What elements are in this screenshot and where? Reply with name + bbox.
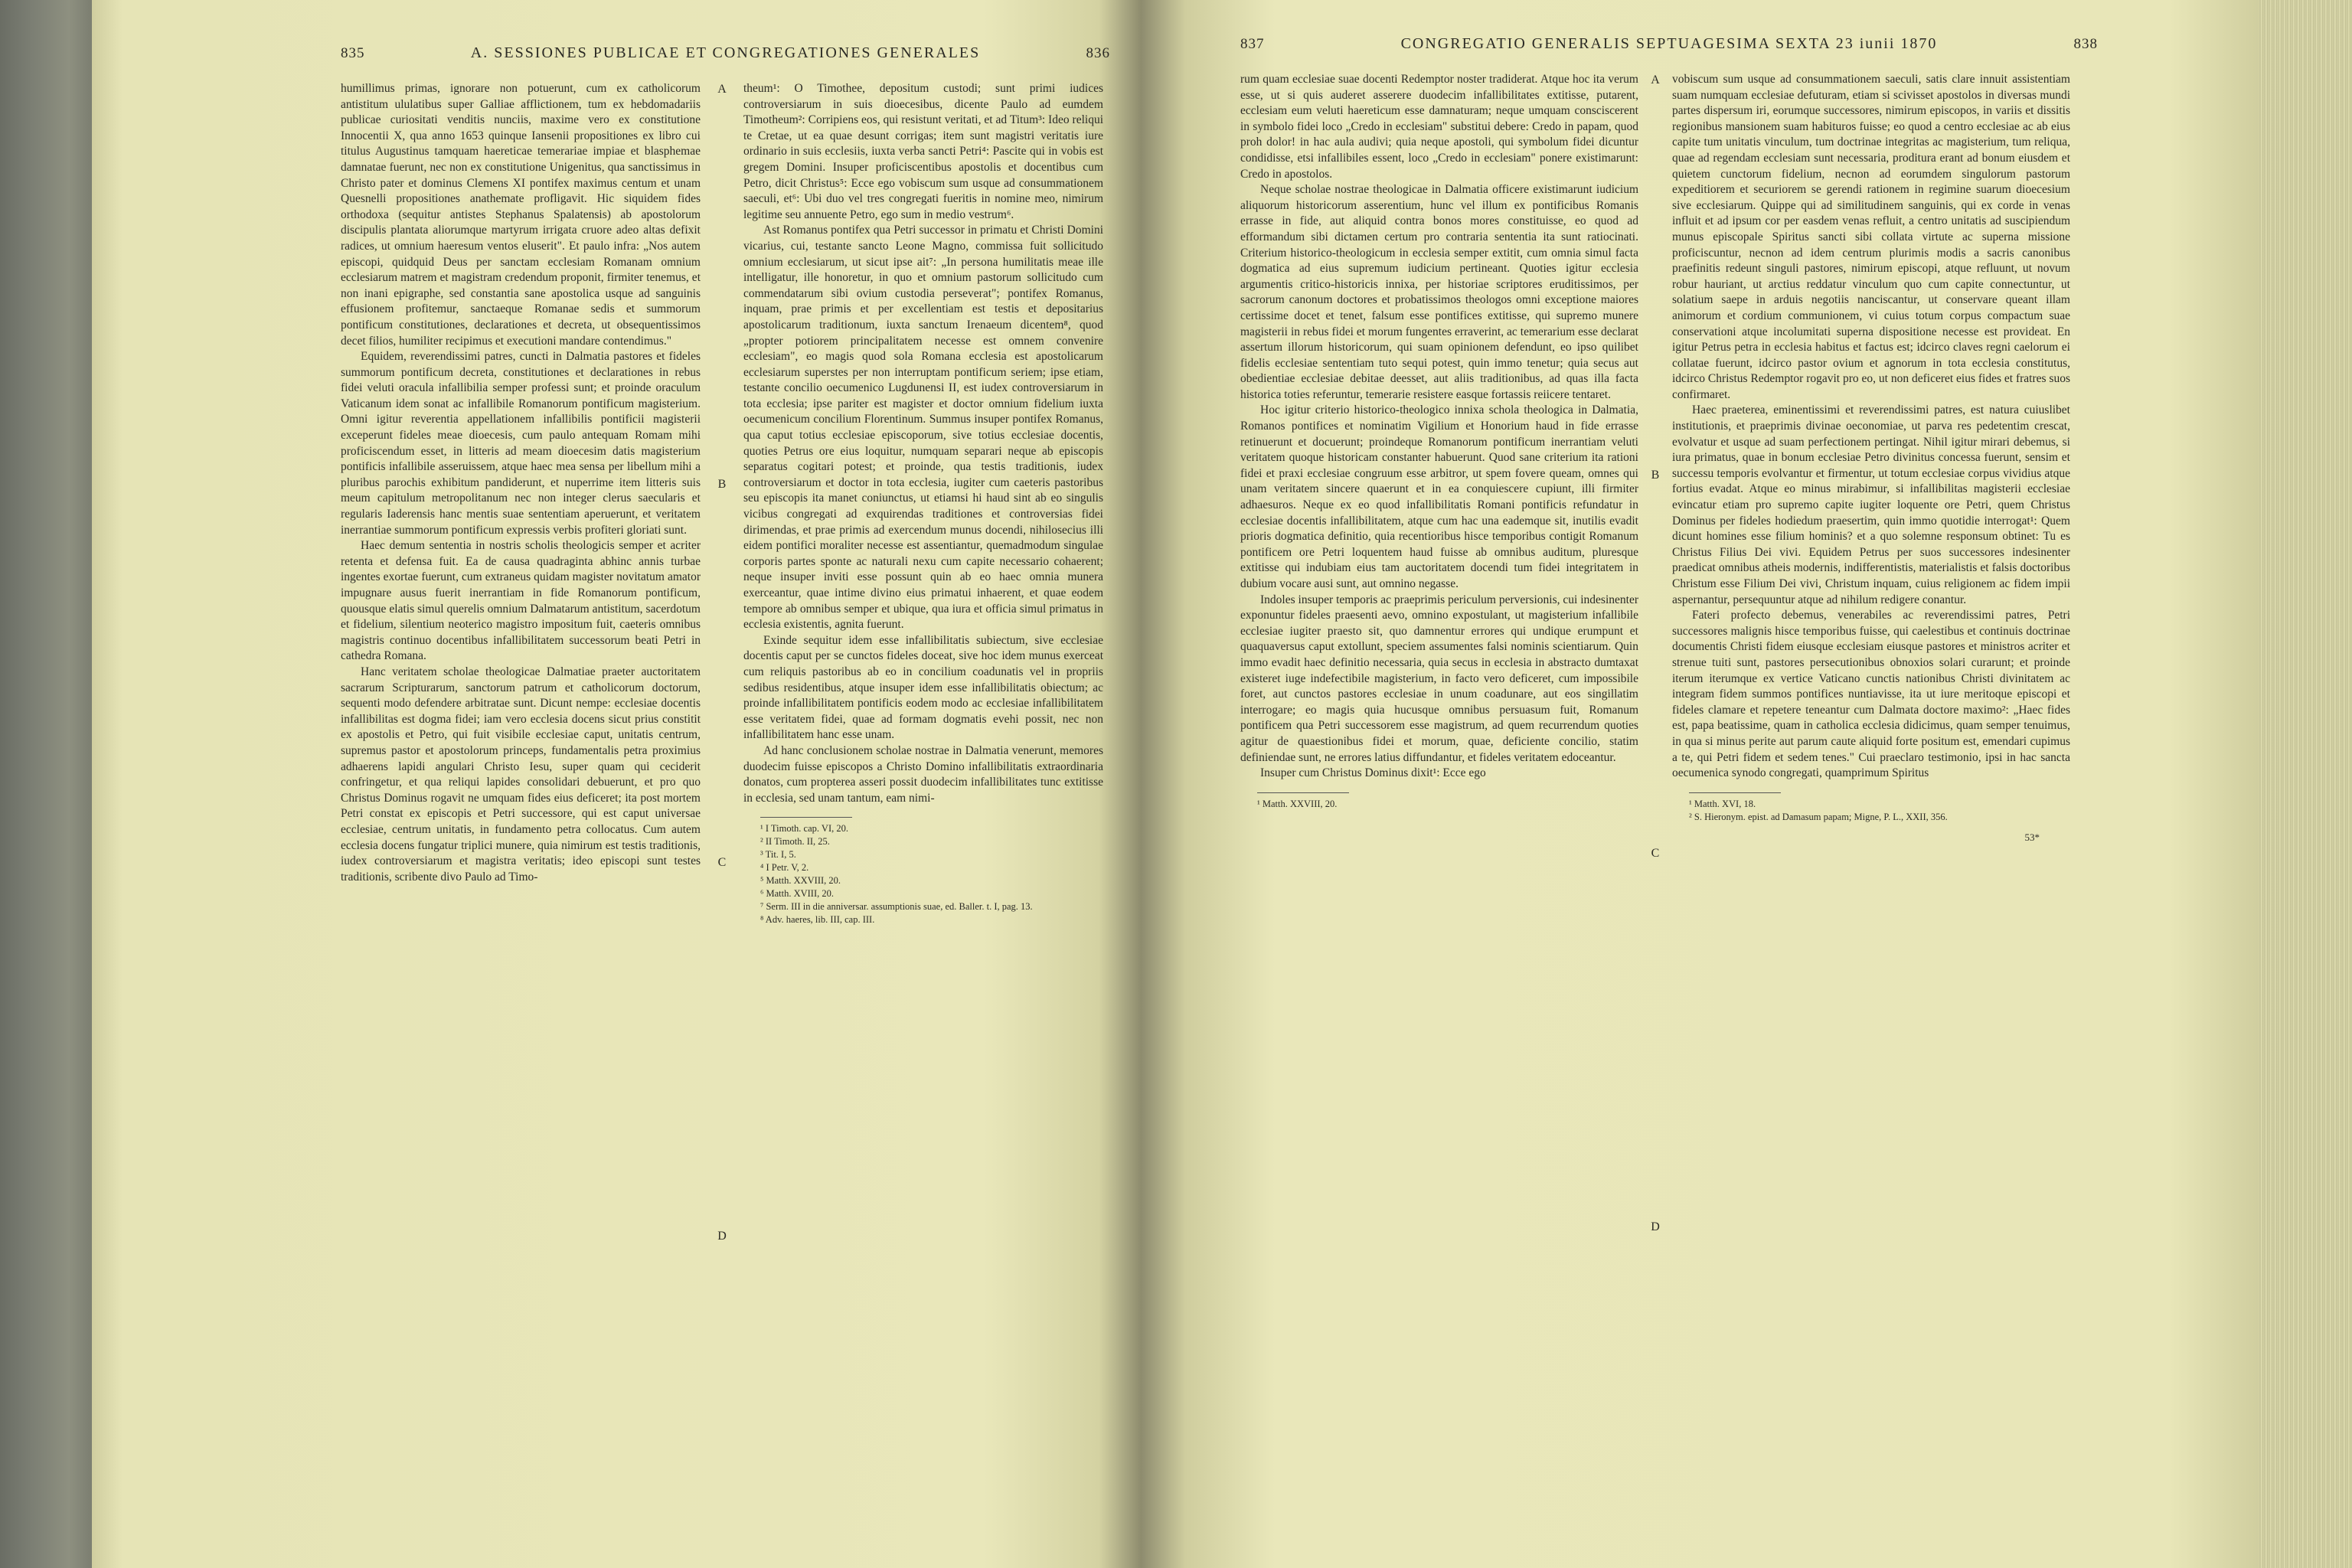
right-page-edges (2259, 0, 2352, 1568)
margin-letter: D (717, 1230, 727, 1243)
paragraph: Haec demum sententia in nostris scholis theologicis semper et acriter retenta et defensa fuit. Ea de causa quadraginta abhinc annis turbae ingentes exortae fuerunt, cum extraneus quidam magister novitatum amator impugnare ausus fuerit inerrantiam in fide Romanorum pontificum, quousque elatis simul querelis omnium Dalmatarum antistitum, sacerdotum et fidelium, silentium neoterico magistro impositum fuit, caeteris omnibus magistris continuo docentibus infallibilitatem successorum beati Petri in cathedra Romana. (341, 539, 701, 663)
running-title: CONGREGATIO GENERALIS SEPTUAGESIMA SEXTA 23 iunii 1870 (1400, 35, 1938, 52)
column-2 (1672, 72, 2070, 845)
right-page (1141, 0, 2259, 1568)
footnote: ¹ Matth. XVI, 18. (1689, 798, 1756, 809)
footnote: ⁵ Matth. XXVIII, 20. (760, 875, 841, 887)
page-number: 838 (2073, 36, 2098, 52)
paragraph: vobiscum sum usque ad consummationem saeculi, satis clare innuit assistentiam suam numquam ecclesiae defuturam, etiam si scivisset apostolos in diversas mundi partes dispersum iri, eorumque successores, nimirum episcopos, in variis et dissitis regionibus mansionem suam habituros fuisse; eo quod a centro ecclesiae ac ab eius capite tum unitatis vinculum, tum doctrinae integritas ac magisterium, tum reliqua, quae ad regendam ecclesiam sunt necessaria, proditura erant ad bonum eiusdem et quietem cunctorum fidelium, necnon ad eorumdem singulorum pastorum expeditiorem et securiorem se gerendi rationem in regimine suarum dioecesium sive ecclesiarum. Quippe qui ad similitudinem sanguinis, qui ex corde in venas influit et ad ipsum cor per easdem venas refluit, a centro unitatis ad suscipiendum munus episcopale Spiritus sancti sibi collata virtute ac superna missione proficiscuntur, necnon ad idem centrum plurimis modis a sacris canonibus praefinitis redeunt singuli pastores, nimirum episcopi, atque refluunt, ut novum robur hauriant, ut arctius reddatur vinculum quo cum capite connectuntur, ut solatium saepe in arduis negotiis nanciscantur, ut conservare queant illam animorum et cordium communionem, vi cuius totum corpus compactum suae conservationi atque incolumitati superna dispositione necesse est provideat. En igitur Petrus petra in ecclesia habitus et factus est; idcirco claves regni caelorum ei collatae fuerunt, idcirco pastor ovium et agnorum in tota ecclesia constitutus, idcirco Christus Redemptor rogavit pro eo, ut non deficeret eius fides et fratres suos confirmaret. (1672, 73, 2070, 401)
paragraph: Indoles insuper temporis ac praeprimis periculum perversionis, cui indesinenter exponuntur fideles praesenti aevo, omnino expostulant, ut magisterium infallibile ecclesiae iugiter praesto sit, quo damnentur errores qui undique erumpunt et quaquaversus caput extollunt, speciem assumentes falsi nominis scientiarum. Quin immo evadit haec definitio necessaria, quia secus in ecclesia in abstracto dumtaxat existeret iuge indefectibile magisterium, in facto vero deficeret, cum impossibile foret, aut cunctos pastores ecclesiae in unum coadunare, aut eos singillatim interrogare; eo magis quia hucusque omnibus persuasum fuit, Romanum pontificem qua Petri successorem esse magistrum, ad quem recurrendum quoties agitur de quaestionibus fidei et morum, quae, deficiente concilio, statim definiendae sunt, ne errores latius diffundantur, et fideles veritatem edoceantur. (1240, 593, 1638, 764)
footnote: ⁸ Adv. haeres, lib. III, cap. III. (760, 914, 875, 926)
margin-letter: A (1651, 74, 1660, 87)
margin-gutter (701, 81, 743, 1243)
column-1 (341, 81, 701, 926)
footnote-rule (1689, 792, 1781, 793)
left-running-head (341, 44, 1110, 67)
paragraph: Exinde sequitur idem esse infallibilitatis subiectum, sive ecclesiae docentis caput per se cunctos fideles doceat, sive hoc idem munus exerceat cum reliquis pastoribus ab eo in concilium coadunatis vel in propriis sedibus residentibus, atque insuper idem esse infallibilitatis obiectum; ac proinde infallibilitatem pontificis eodem modo ac ecclesiae infallibilitatem esse veritatem fidei, quae ad formam dogmatis evehi possit, nec non infallibilitatem hanc esse unam. (743, 633, 1103, 742)
margin-gutter (1638, 72, 1672, 1233)
footnotes (743, 817, 1103, 926)
footnote-rule (760, 817, 852, 818)
paragraph: Equidem, reverendissimi patres, cuncti in Dalmatia pastores et fideles summorum pontificum decreta, constitutiones et declarationes in rebus fidei veluti oracula infallibilia semper professi sunt; et proinde oraculum Vaticanum idem sonat ac infallibile Romanorum pontificum magisterium. Omni igitur reverentia appellationem infallibilis pontificii magisterii exceperunt fideles meae dioecesis, cum paulo antequam Romam mihi proficiscendum esset, in litteris ad meam dioecesim datis magisterium pontificis infallibile asseruissem, atque haec mea sensa per libellum mihi a pluribus parochis exhibitum pandiderunt, et nuperrime item litteris suis meum capitulum metropolitanum nec non integer clerus saecularis et regularis Iaderensis hanc mentis suae sententiam aperuerunt, et veritatem inerrantiae summorum pontificum expressis verbis profiteri gloriati sunt. (341, 350, 701, 537)
running-title: A. SESSIONES PUBLICAE ET CONGREGATIONES GENERALES (470, 44, 981, 61)
margin-letter: D (1651, 1220, 1660, 1233)
page-number: 836 (1086, 45, 1110, 61)
paragraph: humillimus primas, ignorare non potuerunt, cum ex catholicorum antistitum ululatibus super Galliae afflictionem, tum ex hebdomadariis publicae curiositati venditis nunciis, maxime vero ex constitutione Innocentii X, qua anno 1653 quinque Iansenii propositiones ex libro cui titulus Augustinus tamquam haereticae temerariae impiae et blasphemae damnatae fuerunt, nec non ex constitutione Unigenitus, qua sanctissimus in Christo pater et dominus Clemens XI pontifex maximus centum et unam Quesnelli propositiones anathemate profligavit. Hic siquidem fides orthodoxa (sequitur antistes Stephanus Spalatensis) ab apostolorum discipulis plantata aliorumque martyrum irrigata cruore adeo altas defixit radices, ut omnium haeresum ventos eluserit". Et paulo infra: „Nos autem episcopi, quidquid Deus per sanctam ecclesiam Romanam omnium ecclesiarum matrem et magistram credendum proponit, firmiter tenemus, et non inani epigraphe, sed constantia sane apostolica usque ad sanguinis effusionem profitemur, sanctaeque Romanae sedis et summorum pontificum constitutiones, declarationes et decreta, ut obsequentissimos decet filios, humiliter recipimus et executioni mandare contendimus." (341, 82, 701, 348)
footnote: ¹ I Timoth. cap. VI, 20. (760, 823, 848, 835)
margin-letter: C (1651, 847, 1660, 860)
footnote: ⁶ Matth. XVIII, 20. (760, 888, 835, 900)
page-number: 837 (1240, 36, 1265, 52)
margin-letter: C (717, 856, 727, 869)
paragraph: rum quam ecclesiae suae docenti Redemptor noster tradiderat. Atque hoc ita verum esse, ut si quis auderet asserere duodecim infallibilitates extitisse, putarent, ecclesiam eum veluti haereticum esse damnaturam; neque umquam consciscerent in symbolo fidei loco „Credo in ecclesiam" substitui debere: Credo in papam, quod proh dolor! in hac aula audivi; quia neque apostoli, qui symbolum fidei dicuntur condidisse, etsi infallibiles essent, loco „Credo in ecclesiam" ponere existimarunt: Credo in apostolos. (1240, 73, 1638, 181)
margin-letter: B (717, 478, 727, 491)
column-1 (1240, 72, 1638, 845)
paragraph: Hoc igitur criterio historico-theologico innixa schola theologica in Dalmatia, Romanos pontifices et nominatim Vigilium et Honorium haud in fide errasse retinuerunt et docuerunt; proindeque Romanorum pontificum inerrantiam veluti veritatem quoque historicam constanter habuerunt. Quod sane criterium ita rationi fidei et praxi ecclesiae congruum esse arbitror, ut spem fovere queam, omnes qui unam veritatem sincere quaerunt et in ea conquiescere cupiunt, illi firmiter adhaesuros. Neque ex eo quod infallibilitatis Romani pontificis refundatur in ecclesiae docentis infallibilitatem, atque cum hac una eademque sit, inutilis evadit prioris dogmatica definitio, quia recentioribus hisce temporibus contigit Romanum pontificem ore Petri loquentem haud fuisse ab omnibus auditum, pluresque extitisse qui indubiam eius tam auctoritatem docendi tum fidei integritatem in dubium vocare ausi sunt, aut omnino negasse. (1240, 403, 1638, 590)
margin-letter: A (717, 83, 727, 96)
paragraph: Hanc veritatem scholae theologicae Dalmatiae praeter auctoritatem sacrarum Scripturarum, sanctorum patrum et catholicorum doctorum, sequenti modo defendere arbitratae sunt. Dicunt nempe: ecclesiae docentis infallibilitas est dogma fidei; iam vero ecclesia docens sicut prius constitit ex apostolis et Petro, qui fuit visibile ecclesiae caput, unitatis centrum, supremus pastor et apostolorum princeps, fundamentalis petra proximius adhaerens lapidi angulari Christo Iesu, super quam qui ceciderit confringetur, et qua reliqui lapides consolidari debuerunt, et pro quo Christus Dominus rogavit ne umquam fides eius deficeret; ita post mortem Petri constat ex episcopis et Petri successore, qui est caput universae ecclesiae, centrum unitatis, in fundamento petra collocatus. Cum autem ecclesia docens fungatur triplici munere, quia nimirum est testis traditionis, iudex controversiarum et magistra veritatis; ideo episcopi sunt testes traditionis, scribente divo Paulo ad Timo- (341, 665, 701, 884)
footnote: ¹ Matth. XXVIII, 20. (1257, 798, 1338, 809)
right-running-head (1240, 35, 2098, 58)
paragraph: Ad hanc conclusionem scholae nostrae in Dalmatia venerunt, memores duodecim fuisse episcopos a Christo Domino infallibilitatis extraordinaria donatos, cum propterea asseri possit duodecim infallibilitates tunc extitisse in ecclesia, sed unam tantum, eam nimi- (743, 743, 1103, 805)
signature-mark: 53* (2024, 831, 2040, 843)
margin-letter: B (1651, 469, 1660, 482)
footnote: ² II Timoth. II, 25. (760, 836, 830, 848)
left-columns (341, 81, 1110, 1243)
right-columns (1240, 72, 2213, 1233)
paragraph: theum¹: O Timothee, depositum custodi; sunt primi iudices controversiarum in suis dioecesibus, dicente Paulo ad eumdem Timotheum²: Corripiens eos, qui resistunt veritati, et ad Titum³: Ideo reliqui te Cretae, ut ea quae desunt corrigas; item sunt magistri veritatis iure ordinario in suis ecclesiis, iuxta verba sancti Petri⁴: Pascite qui in vobis est gregem Domini. Insuper proficiscentibus apostolis et docentibus cum Petro, dicit Christus⁵: Ecce ego vobiscum sum usque ad consummationem saeculi, et⁶: Ubi duo vel tres congregati fueritis in nomine meo, nimirum legitime seu annuente Petro, ego sum in medio vestrum⁶. (743, 82, 1103, 221)
paragraph: Insuper cum Christus Dominus dixit¹: Ecce ego (1260, 766, 1486, 780)
left-page (92, 0, 1141, 1568)
footnote: ³ Tit. I, 5. (760, 849, 796, 861)
paragraph: Fateri profecto debemus, venerabiles ac reverendissimi patres, Petri successores malignis hisce temporibus fuisse, qui caelestibus et continuis doctrinae documentis Christi fidem eiusque ecclesiam eiusque pastores et ministros acriter et strenue tuiti sunt, pastores persecutionibus obnoxios solari curarunt; et proinde iterum iterumque ex vertice Vaticano cunctis nationibus Christi divinitatem ac integram fidem summos pontifices nuntiavisse, ita ut iure meritoque episcopi et fideles clamare et repetere teneantur cum Dalmata doctore maximo²: „Haec fides est, papa beatissime, quam in catholica ecclesia didicimus, quam semper tenuimus, in qua si minus perite aut parum caute aliquid forte positum est, emendari cupimus a te, qui Petri fidem et sedem tenes." Cui praeclaro testimonio, ipsi in hac sancta oecumenica synodo congregati, quamprimum Spiritus (1672, 609, 2070, 780)
footnote: ² S. Hieronym. epist. ad Damasum papam; Migne, P. L., XXII, 356. (1689, 811, 1948, 822)
footnote: ⁴ I Petr. V, 2. (760, 862, 809, 874)
page-number: 835 (341, 45, 365, 61)
footnotes (1672, 792, 2070, 824)
footnote-rule (1257, 792, 1349, 793)
paragraph: Haec praeterea, eminentissimi et reverendissimi patres, est natura cuiuslibet institutionis, et praeprimis divinae oeconomiae, ut parva res pedetentim crescat, evolvatur et usque ad suam perfectionem pertingat. Nihil igitur mirari debemus, si iura primatus, quae in bonum ecclesiae Petro divinitus concessa fuerunt, sensim et successu temporis evolvantur et firmentur, ut totum ecclesiae corpus vividius atque fortius evadat. Atque eo minus mirabimur, si infallibilitas magisterii ecclesiae evincatur etiam pro supremo capite iugiter loquente ore Petri, quem Christus Dominus per fideles hodiedum praesertim, quin immo quotidie interrogat¹: Quem dicunt homines esse filium hominis? et a quo solemne responsum obtinet: Tu es Christus Filius Dei vivi. Equidem Petrus per suos successores indesinenter praedicat omnibus atheis modernis, indifferentistis, materialistis et falsis doctoribus Christum esse Filium Dei vivi, Christum inquam, cuius religionem ac fidem impii aspernantur, persequuntur atque ad nihilum redigere conantur. (1672, 403, 2070, 606)
footnote: ⁷ Serm. III in die anniversar. assumptionis suae, ed. Baller. t. I, pag. 13. (760, 901, 1033, 913)
paragraph: Ast Romanus pontifex qua Petri successor in primatu et Christi Domini vicarius, cui, testante sancto Leone Magno, commissa fuit sollicitudo omnium ecclesiarum, ut sicut ipse ait⁷: „In persona humilitatis meae ille intelligatur, ille honoretur, in quo et omnium pastorum sollicitudo cum commendatarum sibi ovium custodia perseverat"; pontifex Romanus, inquam, prae primis et per excellentiam est testis et depositarius apostolicarum traditionum, iuxta sanctum Irenaeum dicentem⁸, quod „propter potiorem principalitatem necesse est omnem convenire ecclesiam", eo magis quod sola Romana ecclesia est apostolicarum ecclesiarum superstes per non interruptam pontificum seriem; ipse etiam, testante concilio oecumenico Lugdunensi II, est iudex controversiarum in tota ecclesia; ipse pariter est magister et doctor omnium fidelium iuxta oecumenicum concilium Florentinum. Summus insuper pontifex Romanus, qua caput totius ecclesiae episcoporum, sive totius ecclesiae docentis, quoties Petrus ore eius loquitur, numquam separari neque ab episcopis separatus cogitari potest; et proinde, qua testis traditionis, iudex controversiarum et doctor in tota ecclesia, iugiter cum caeteris pastoribus seu episcopis ita manet coniunctus, ut etiamsi hi haud sint ab eo singulis vicibus congregati ad exquirendas traditiones et controversias fidei dirimendas, et prae primis ad exercendum munus docendi, nihilosecius illi eidem pontifici moraliter necesse est assentiantur, quemadmodum singulae corporis partes sponte ac naturali nexu cum capite necessario cohaerent; neque insuper inviti esse possunt quin ab eo haec omnia munera exerceantur, quae intime divino eius primatui inhaerent, et quae eodem tempore ab omnibus semper et ubique, qua iura et officia simul primatus in ecclesia existentis, agnita fuerunt. (743, 224, 1103, 632)
footnotes (1240, 792, 1638, 811)
paragraph: Neque scholae nostrae theologicae in Dalmatia officere existimarunt iudicium aliquorum historicorum asserentium, hunc vel illum ex pontificibus Romanis errasse in fide, aut aliquid contra bonos mores constituisse, eo quod ad efformandum sibi dictamen certum pro contraria sententia ita sunt ratiocinati. Criterium historico-theologicum in ecclesia semper extitit, cum omnia simul facta dogmatica ad eius supremum iudicium pertineant. Quoties igitur ecclesia argumentis critico-historicis innixa, per historiae scriptores eruditissimos, per sacrorum canonum doctores et probatissimos theologos omni exceptione maiores certissime docet et tenet, falsum esse pontifices extitisse, qui supremo munere magisterii in rebus fidei et morum fungentes erraverint, ac temerarium esse declarat assertum illorum historicorum, qui suam opinionem defendunt, eo ipso quilibet fidelis ecclesiae sententiam tuto sequi potest, quin immo tenetur; quia secus aut obedientiae ecclesiae debitae deesset, aut aliis traditionibus, ad quas illa facta historica toties referuntur, temerarie resistere easque fortassis reiicere tentaret. (1240, 183, 1638, 401)
column-2 (743, 81, 1103, 926)
